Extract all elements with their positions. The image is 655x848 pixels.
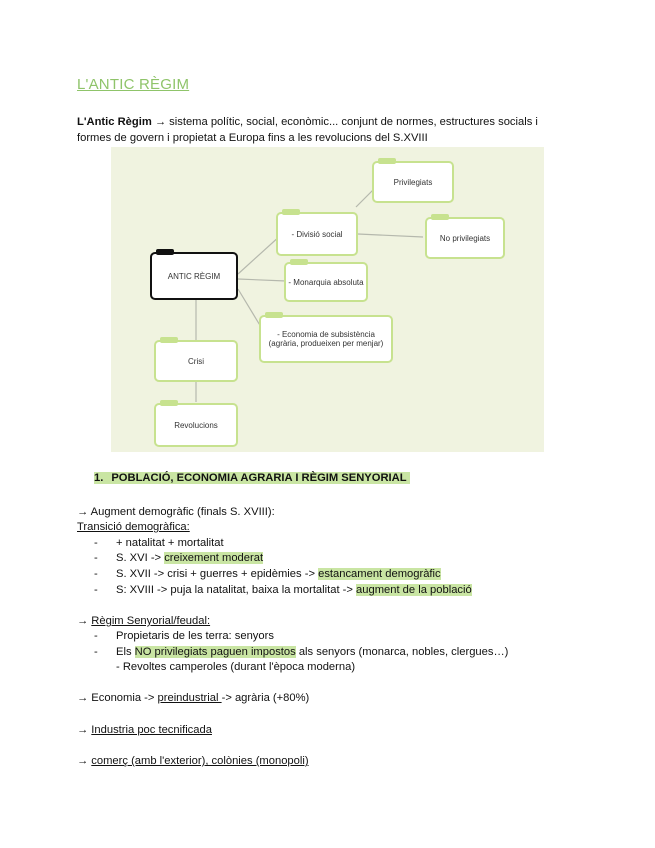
list-item-text: Propietaris de les terra: senyors — [116, 630, 274, 642]
connector-main-monarquia — [238, 279, 286, 281]
mind-map — [111, 147, 544, 452]
node-tag — [378, 158, 396, 164]
list-item — [94, 628, 274, 644]
senyorial-title: Règim Senyorial/feudal: — [91, 615, 211, 627]
arrow: → — [77, 755, 92, 767]
node-tag — [160, 400, 178, 406]
node-tag — [265, 312, 283, 318]
economia-underlined: preindustrial — [157, 692, 222, 704]
intro-paragraph — [77, 114, 577, 146]
list-item-text: Els — [116, 646, 135, 658]
section-number: 1. — [94, 472, 104, 484]
node-monarquia-absoluta — [284, 262, 368, 302]
node-label: No privilegiats — [439, 233, 491, 243]
list-item — [94, 582, 472, 598]
bullet-dash: - — [94, 630, 98, 642]
economia-pre: → Economia -> — [77, 692, 158, 704]
intro-line1: sistema polític, social, econòmic... conjunt de normes, estructures socials i — [169, 116, 538, 128]
list-item-text: S: XVIII -> puja la natalitat, baixa la mortalitat -> — [116, 584, 357, 596]
list-item — [94, 644, 508, 660]
list-item — [94, 550, 263, 566]
list-item-text: S. XVI -> — [116, 552, 165, 564]
node-tag — [290, 259, 308, 265]
connector-divisio-noprivilegiats — [358, 234, 423, 237]
node-label: Crisi — [188, 356, 204, 366]
node-tag — [160, 337, 178, 343]
intro-line2: formes de govern i propietat a Europa fins a les revolucions del S.XVIII — [77, 132, 428, 144]
intro-arrow: → — [151, 116, 170, 128]
node-antic-regim — [150, 252, 238, 300]
node-label: Privilegiats — [393, 177, 433, 187]
comerc-line — [77, 753, 309, 769]
list-item: - Revoltes camperoles (durant l'època moderna) — [116, 661, 356, 673]
highlight-text: NO privilegiats paguen impostos — [134, 646, 296, 658]
section-title: POBLACIÓ, ECONOMIA AGRARIA I RÈGIM SENYORIAL — [111, 472, 407, 484]
bullet-dash: - — [94, 646, 98, 658]
intro-term: L'Antic Règim — [77, 116, 152, 128]
node-label-line1: - Economia de subsistència — [277, 330, 375, 339]
node-tag — [156, 249, 174, 255]
section-heading — [94, 472, 410, 484]
node-label: ANTIC RÈGIM — [167, 271, 221, 281]
node-divisio-social — [276, 212, 358, 256]
list-item-text: + natalitat + mortalitat — [116, 537, 224, 549]
comerc-text: comerç (amb l'exterior), colònies (monopoli) — [91, 755, 309, 767]
demografic-subtitle: Transició demogràfica: — [77, 521, 190, 533]
industria-line — [77, 722, 212, 738]
highlight-text: estancament demogràfic — [318, 568, 441, 580]
node-label: - Divisió social — [291, 229, 343, 239]
highlight-text: creixement moderat — [164, 552, 264, 564]
bullet-dash: - — [94, 537, 98, 549]
list-item-text: als senyors (monarca, nobles, clergues…) — [295, 646, 509, 658]
page-title: L'ANTIC RÈGIM — [77, 76, 190, 93]
node-tag — [431, 214, 449, 220]
node-no-privilegiats — [425, 217, 505, 259]
senyorial-lead — [77, 613, 210, 629]
node-label: - Monarquia absoluta — [288, 277, 364, 287]
bullet-dash: - — [94, 568, 98, 580]
highlight-text: augment de la població — [356, 584, 472, 596]
bullet-dash: - — [94, 584, 98, 596]
node-revolucions — [154, 403, 238, 447]
list-item — [94, 535, 224, 551]
node-economia-subsistencia — [259, 315, 393, 363]
node-privilegiats — [372, 161, 454, 203]
economia-post: -> agrària (+80%) — [221, 692, 310, 704]
connector-main-divisio — [238, 235, 281, 274]
node-crisi — [154, 340, 238, 382]
demografic-lead: → Augment demogràfic (finals S. XVIII): — [77, 506, 275, 518]
industria-text: Industria poc tecnificada — [91, 724, 212, 736]
connector-main-economia — [238, 289, 261, 327]
arrow: → — [77, 615, 92, 627]
node-label: Revolucions — [174, 420, 218, 430]
node-tag — [282, 209, 300, 215]
bullet-dash: - — [94, 552, 98, 564]
list-item-text: S. XVII -> crisi + guerres + epidèmies -> — [116, 568, 319, 580]
list-item — [94, 566, 441, 582]
arrow: → — [77, 724, 92, 736]
node-label-line2: (agrària, produeixen per menjar) — [268, 339, 384, 348]
economia-line — [77, 690, 309, 706]
